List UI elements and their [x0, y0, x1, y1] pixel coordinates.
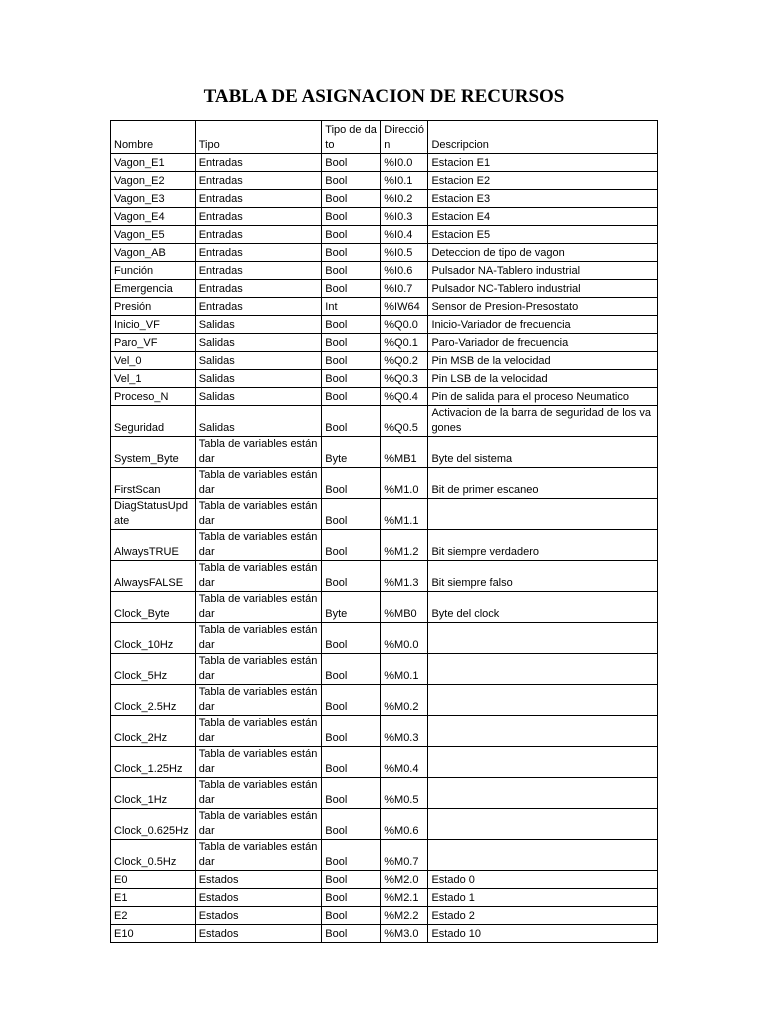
cell-nombre: Vagon_E5	[111, 226, 196, 244]
cell-tipo-de-dato: Byte	[322, 437, 381, 468]
cell-nombre: E10	[111, 925, 196, 943]
cell-nombre: Vagon_E3	[111, 190, 196, 208]
cell-descripcion	[428, 840, 658, 871]
cell-tipo: Tabla de variables estándar	[195, 561, 322, 592]
document-title: TABLA DE ASIGNACION DE RECURSOS	[203, 86, 565, 107]
cell-descripcion: Pulsador NC-Tablero industrial	[428, 280, 658, 298]
cell-tipo: Salidas	[195, 388, 322, 406]
cell-direccion: %M0.2	[381, 685, 428, 716]
table-row	[111, 262, 658, 280]
cell-nombre: Vagon_AB	[111, 244, 196, 262]
cell-tipo-de-dato: Bool	[322, 809, 381, 840]
cell-tipo: Entradas	[195, 172, 322, 190]
cell-direccion: %Q0.4	[381, 388, 428, 406]
table-row	[111, 172, 658, 190]
cell-nombre: Vagon_E2	[111, 172, 196, 190]
cell-direccion: %I0.3	[381, 208, 428, 226]
cell-direccion: %M1.3	[381, 561, 428, 592]
table-row	[111, 561, 658, 592]
cell-tipo-de-dato: Bool	[322, 280, 381, 298]
cell-descripcion: Byte del clock	[428, 592, 658, 623]
cell-direccion: %I0.7	[381, 280, 428, 298]
cell-descripcion	[428, 747, 658, 778]
cell-nombre: FirstScan	[111, 468, 196, 499]
cell-descripcion: Pin de salida para el proceso Neumatico	[428, 388, 658, 406]
cell-direccion: %M1.1	[381, 499, 428, 530]
cell-tipo: Tabla de variables estándar	[195, 716, 322, 747]
cell-nombre: Proceso_N	[111, 388, 196, 406]
cell-tipo-de-dato: Bool	[322, 352, 381, 370]
cell-descripcion: Bit de primer escaneo	[428, 468, 658, 499]
cell-tipo-de-dato: Bool	[322, 654, 381, 685]
table-row	[111, 352, 658, 370]
table-row	[111, 499, 658, 530]
cell-tipo: Entradas	[195, 262, 322, 280]
cell-direccion: %Q0.5	[381, 406, 428, 437]
cell-nombre: Paro_VF	[111, 334, 196, 352]
table-row	[111, 809, 658, 840]
cell-nombre: Emergencia	[111, 280, 196, 298]
cell-direccion: %Q0.1	[381, 334, 428, 352]
cell-tipo: Estados	[195, 907, 322, 925]
cell-tipo: Tabla de variables estándar	[195, 530, 322, 561]
cell-direccion: %MB1	[381, 437, 428, 468]
cell-tipo-de-dato: Int	[322, 298, 381, 316]
cell-direccion: %I0.6	[381, 262, 428, 280]
cell-nombre: Inicio_VF	[111, 316, 196, 334]
table-row	[111, 685, 658, 716]
cell-tipo: Salidas	[195, 406, 322, 437]
cell-tipo-de-dato: Bool	[322, 388, 381, 406]
table-row	[111, 370, 658, 388]
cell-direccion: %M2.1	[381, 889, 428, 907]
cell-tipo: Salidas	[195, 370, 322, 388]
cell-tipo-de-dato: Bool	[322, 406, 381, 437]
cell-descripcion	[428, 716, 658, 747]
table-row	[111, 298, 658, 316]
cell-direccion: %M0.1	[381, 654, 428, 685]
cell-descripcion: Estacion E2	[428, 172, 658, 190]
table-row	[111, 388, 658, 406]
cell-tipo: Entradas	[195, 190, 322, 208]
cell-descripcion: Activacion de la barra de seguridad de los vagones	[428, 406, 658, 437]
cell-tipo: Salidas	[195, 352, 322, 370]
cell-descripcion: Estado 2	[428, 907, 658, 925]
cell-tipo: Entradas	[195, 298, 322, 316]
cell-direccion: %I0.4	[381, 226, 428, 244]
cell-tipo-de-dato: Bool	[322, 716, 381, 747]
table-row	[111, 840, 658, 871]
table-row	[111, 406, 658, 437]
cell-nombre: System_Byte	[111, 437, 196, 468]
cell-tipo-de-dato: Bool	[322, 316, 381, 334]
table-row	[111, 889, 658, 907]
cell-nombre: Clock_2Hz	[111, 716, 196, 747]
cell-descripcion: Bit siempre falso	[428, 561, 658, 592]
cell-tipo-de-dato: Bool	[322, 334, 381, 352]
cell-tipo-de-dato: Bool	[322, 685, 381, 716]
table-row	[111, 334, 658, 352]
cell-tipo-de-dato: Bool	[322, 840, 381, 871]
cell-tipo: Salidas	[195, 316, 322, 334]
cell-direccion: %M0.0	[381, 623, 428, 654]
cell-tipo-de-dato: Bool	[322, 244, 381, 262]
header-tipo: Tipo	[195, 121, 322, 154]
table-row	[111, 716, 658, 747]
cell-descripcion: Pin LSB de la velocidad	[428, 370, 658, 388]
cell-direccion: %M0.5	[381, 778, 428, 809]
cell-tipo: Tabla de variables estándar	[195, 654, 322, 685]
cell-tipo: Tabla de variables estándar	[195, 468, 322, 499]
cell-direccion: %Q0.3	[381, 370, 428, 388]
cell-nombre: AlwaysFALSE	[111, 561, 196, 592]
cell-descripcion	[428, 809, 658, 840]
cell-tipo-de-dato: Bool	[322, 172, 381, 190]
resource-table	[110, 120, 658, 943]
table-row	[111, 468, 658, 499]
header-tipo-de-dato: Tipo de dato	[322, 121, 381, 154]
cell-nombre: Clock_2.5Hz	[111, 685, 196, 716]
table-row	[111, 925, 658, 943]
cell-nombre: Clock_5Hz	[111, 654, 196, 685]
cell-direccion: %M0.3	[381, 716, 428, 747]
cell-descripcion: Paro-Variador de frecuencia	[428, 334, 658, 352]
cell-descripcion	[428, 654, 658, 685]
cell-descripcion	[428, 499, 658, 530]
cell-direccion: %IW64	[381, 298, 428, 316]
cell-tipo-de-dato: Bool	[322, 925, 381, 943]
cell-direccion: %I0.5	[381, 244, 428, 262]
cell-direccion: %M3.0	[381, 925, 428, 943]
cell-direccion: %MB0	[381, 592, 428, 623]
cell-descripcion	[428, 623, 658, 654]
cell-tipo: Tabla de variables estándar	[195, 623, 322, 654]
cell-direccion: %I0.0	[381, 154, 428, 172]
cell-descripcion: Bit siempre verdadero	[428, 530, 658, 561]
cell-tipo: Tabla de variables estándar	[195, 840, 322, 871]
cell-direccion: %M2.2	[381, 907, 428, 925]
cell-nombre: Clock_0.625Hz	[111, 809, 196, 840]
cell-nombre: Clock_0.5Hz	[111, 840, 196, 871]
header-nombre: Nombre	[111, 121, 196, 154]
cell-tipo: Salidas	[195, 334, 322, 352]
cell-descripcion: Estacion E1	[428, 154, 658, 172]
cell-tipo-de-dato: Bool	[322, 262, 381, 280]
cell-tipo-de-dato: Byte	[322, 592, 381, 623]
table-row	[111, 530, 658, 561]
table-row	[111, 871, 658, 889]
cell-tipo: Estados	[195, 871, 322, 889]
cell-tipo-de-dato: Bool	[322, 747, 381, 778]
cell-nombre: Presión	[111, 298, 196, 316]
table-row	[111, 226, 658, 244]
cell-nombre: Clock_10Hz	[111, 623, 196, 654]
header-descripcion: Descripcion	[428, 121, 658, 154]
cell-tipo-de-dato: Bool	[322, 154, 381, 172]
cell-nombre: E1	[111, 889, 196, 907]
cell-descripcion	[428, 778, 658, 809]
cell-tipo-de-dato: Bool	[322, 226, 381, 244]
cell-descripcion: Estacion E3	[428, 190, 658, 208]
cell-descripcion: Estado 10	[428, 925, 658, 943]
cell-direccion: %M0.4	[381, 747, 428, 778]
table-row	[111, 747, 658, 778]
table-row	[111, 208, 658, 226]
cell-nombre: Vel_1	[111, 370, 196, 388]
cell-nombre: DiagStatusUpdate	[111, 499, 196, 530]
cell-tipo-de-dato: Bool	[322, 623, 381, 654]
header-direccion: Dirección	[381, 121, 428, 154]
cell-tipo-de-dato: Bool	[322, 499, 381, 530]
cell-descripcion: Pulsador NA-Tablero industrial	[428, 262, 658, 280]
cell-direccion: %M1.2	[381, 530, 428, 561]
cell-descripcion: Estacion E5	[428, 226, 658, 244]
table-row	[111, 778, 658, 809]
table-row	[111, 316, 658, 334]
cell-tipo: Tabla de variables estándar	[195, 592, 322, 623]
cell-tipo: Tabla de variables estándar	[195, 778, 322, 809]
cell-nombre: Clock_1Hz	[111, 778, 196, 809]
cell-descripcion: Estado 1	[428, 889, 658, 907]
cell-descripcion: Estacion E4	[428, 208, 658, 226]
cell-tipo: Tabla de variables estándar	[195, 809, 322, 840]
cell-tipo: Entradas	[195, 226, 322, 244]
cell-tipo-de-dato: Bool	[322, 778, 381, 809]
cell-tipo: Tabla de variables estándar	[195, 499, 322, 530]
cell-descripcion: Estado 0	[428, 871, 658, 889]
table-row	[111, 623, 658, 654]
cell-tipo: Entradas	[195, 244, 322, 262]
cell-descripcion: Pin MSB de la velocidad	[428, 352, 658, 370]
cell-nombre: Clock_Byte	[111, 592, 196, 623]
cell-tipo: Entradas	[195, 208, 322, 226]
cell-nombre: Clock_1.25Hz	[111, 747, 196, 778]
cell-tipo-de-dato: Bool	[322, 370, 381, 388]
cell-direccion: %M0.7	[381, 840, 428, 871]
cell-tipo-de-dato: Bool	[322, 208, 381, 226]
cell-tipo-de-dato: Bool	[322, 889, 381, 907]
cell-direccion: %Q0.0	[381, 316, 428, 334]
table-row	[111, 437, 658, 468]
cell-tipo-de-dato: Bool	[322, 871, 381, 889]
cell-nombre: E0	[111, 871, 196, 889]
table-row	[111, 244, 658, 262]
table-row	[111, 154, 658, 172]
cell-nombre: Seguridad	[111, 406, 196, 437]
cell-nombre: Vagon_E4	[111, 208, 196, 226]
cell-tipo: Entradas	[195, 280, 322, 298]
cell-direccion: %I0.1	[381, 172, 428, 190]
cell-tipo-de-dato: Bool	[322, 907, 381, 925]
cell-nombre: Vel_0	[111, 352, 196, 370]
table-row	[111, 592, 658, 623]
cell-tipo: Tabla de variables estándar	[195, 437, 322, 468]
cell-descripcion: Sensor de Presion-Presostato	[428, 298, 658, 316]
cell-direccion: %M0.6	[381, 809, 428, 840]
cell-tipo: Estados	[195, 889, 322, 907]
cell-direccion: %I0.2	[381, 190, 428, 208]
table-row	[111, 907, 658, 925]
table-row	[111, 280, 658, 298]
cell-descripcion	[428, 685, 658, 716]
table-header-row	[111, 121, 658, 154]
cell-direccion: %Q0.2	[381, 352, 428, 370]
cell-nombre: Vagon_E1	[111, 154, 196, 172]
cell-nombre: Función	[111, 262, 196, 280]
cell-tipo: Tabla de variables estándar	[195, 685, 322, 716]
cell-nombre: AlwaysTRUE	[111, 530, 196, 561]
table-row	[111, 654, 658, 685]
cell-direccion: %M1.0	[381, 468, 428, 499]
cell-tipo: Tabla de variables estándar	[195, 747, 322, 778]
cell-tipo-de-dato: Bool	[322, 468, 381, 499]
cell-tipo-de-dato: Bool	[322, 530, 381, 561]
cell-descripcion: Inicio-Variador de frecuencia	[428, 316, 658, 334]
table-row	[111, 190, 658, 208]
table-body	[111, 154, 658, 943]
cell-descripcion: Deteccion de tipo de vagon	[428, 244, 658, 262]
cell-tipo-de-dato: Bool	[322, 561, 381, 592]
cell-tipo-de-dato: Bool	[322, 190, 381, 208]
cell-tipo: Estados	[195, 925, 322, 943]
cell-descripcion: Byte del sistema	[428, 437, 658, 468]
cell-tipo: Entradas	[195, 154, 322, 172]
cell-direccion: %M2.0	[381, 871, 428, 889]
cell-nombre: E2	[111, 907, 196, 925]
